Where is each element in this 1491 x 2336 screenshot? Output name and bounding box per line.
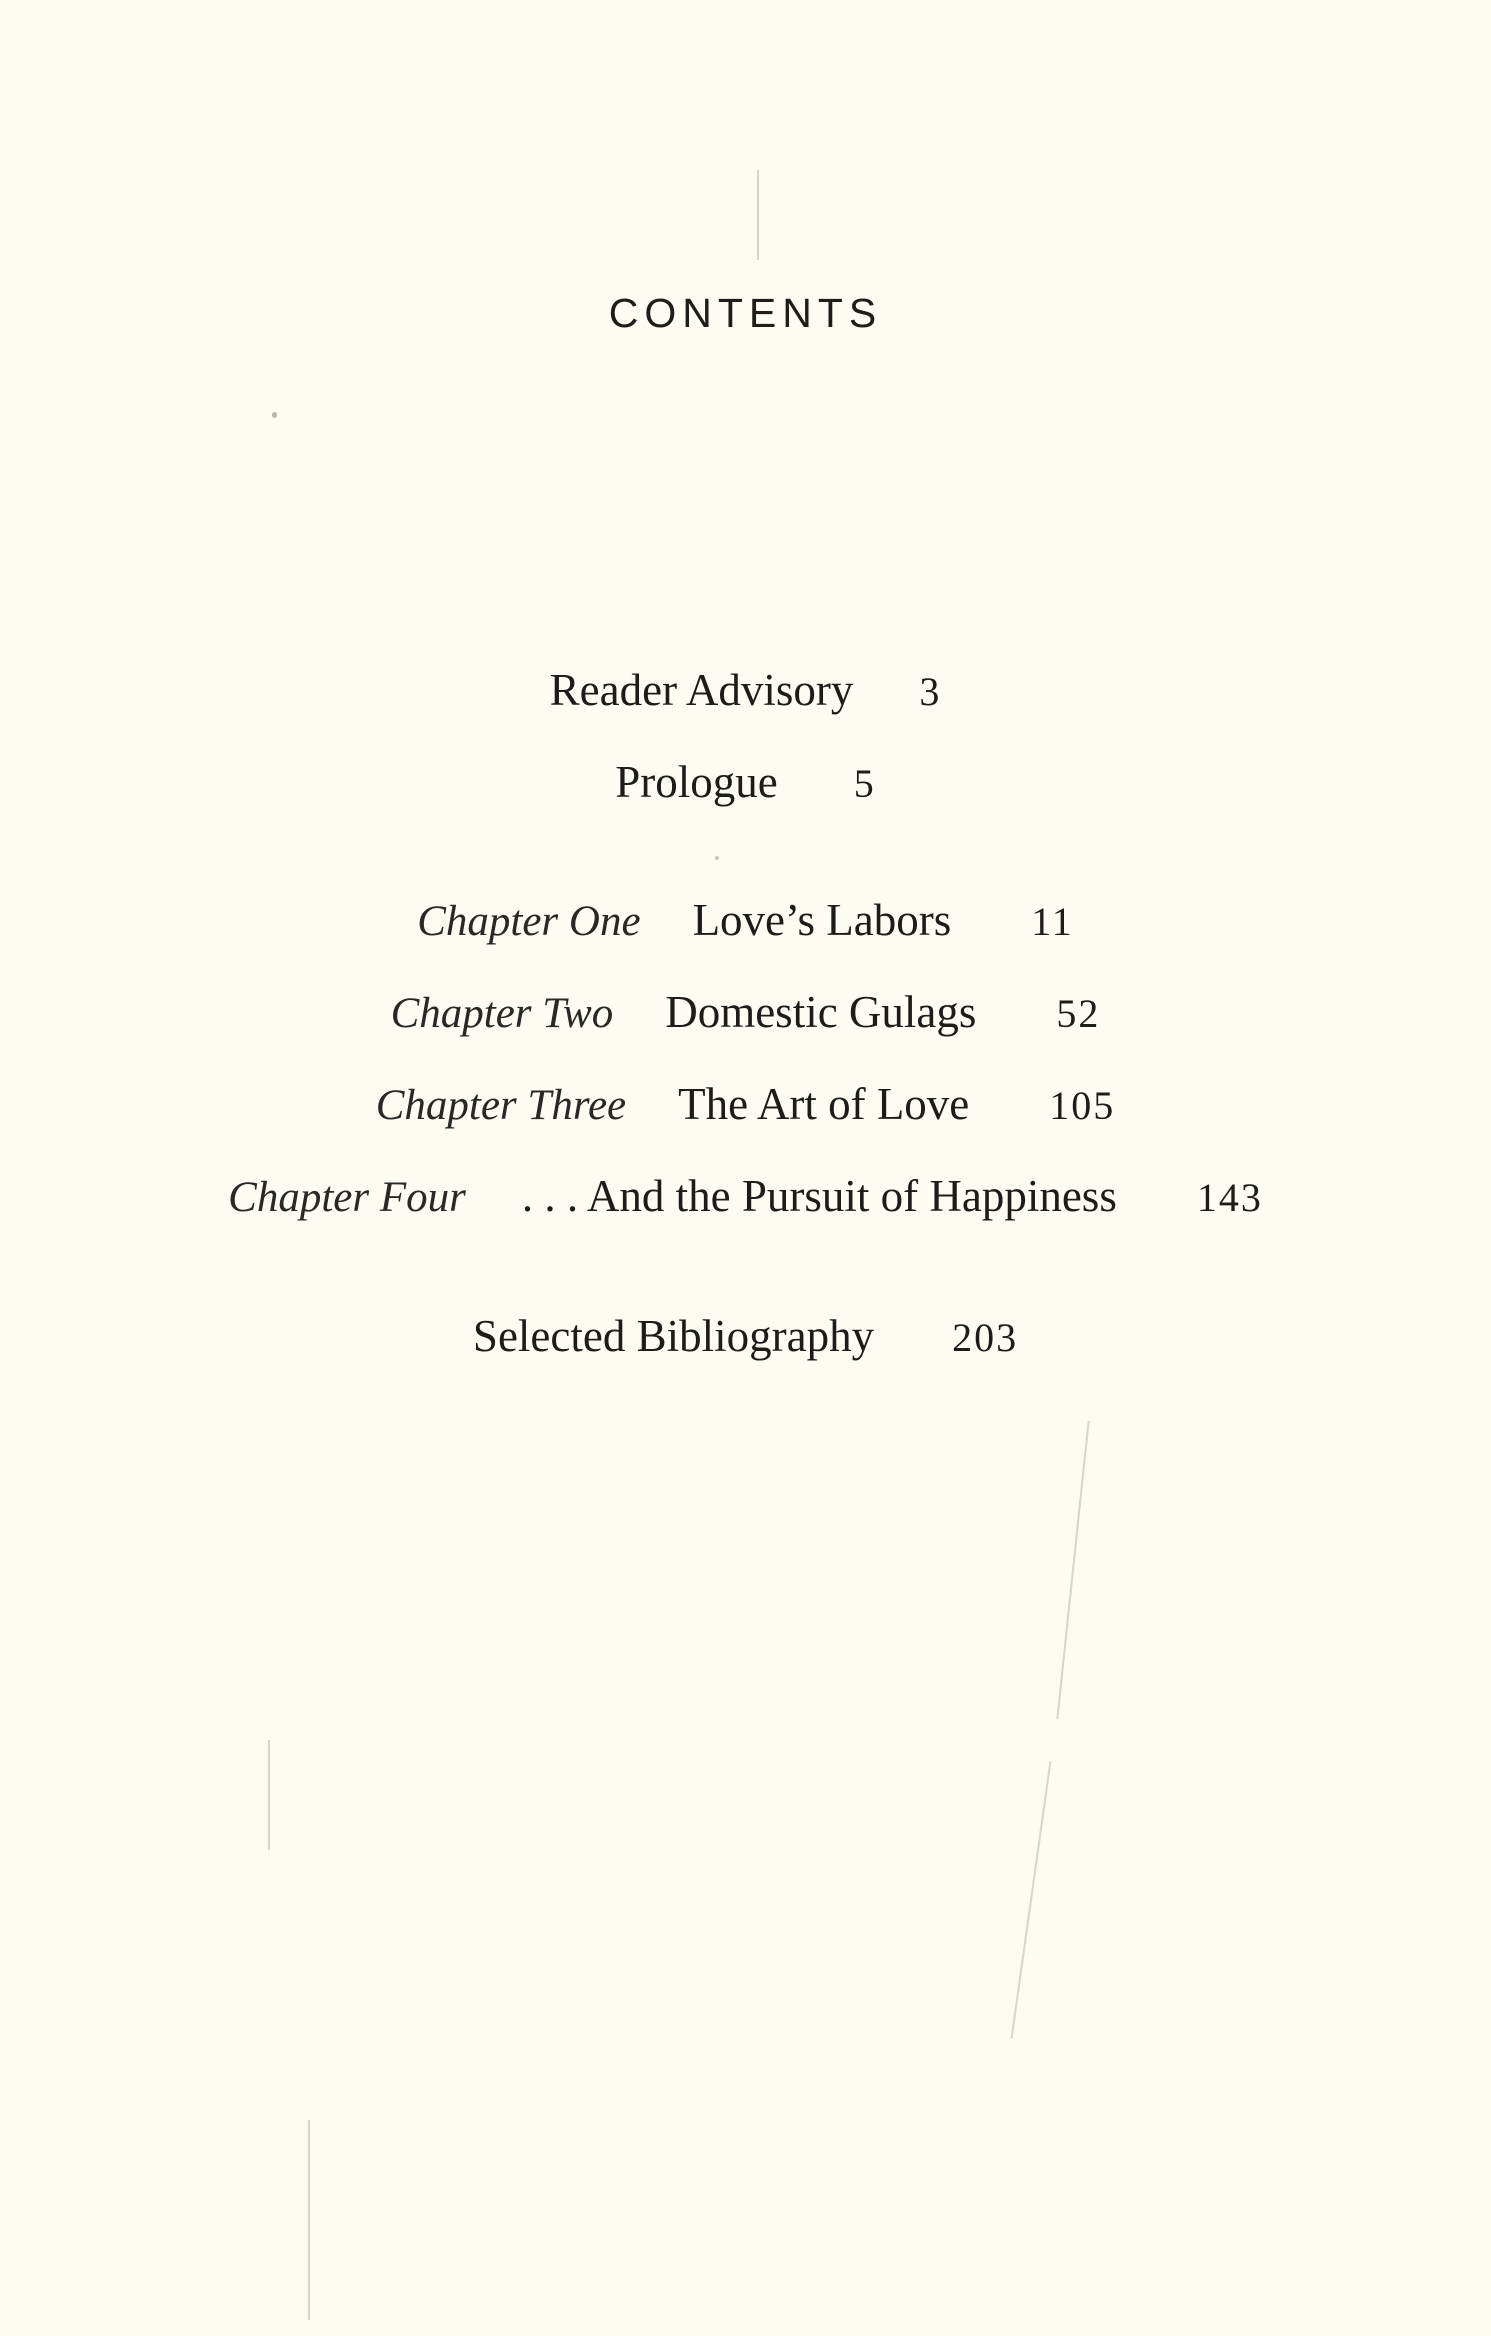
toc-entry-chapter-one [0, 895, 1491, 945]
chapter-title: Domestic Gulags [665, 987, 977, 1037]
entry-page-number: 5 [853, 761, 876, 806]
page-title: CONTENTS [608, 290, 883, 336]
entry-title: Prologue [615, 757, 778, 807]
chapter-page-number: 52 [1056, 991, 1101, 1036]
chapter-title: The Art of Love [678, 1079, 970, 1129]
chapter-page-number: 11 [1031, 899, 1074, 944]
entry-page-number: 203 [952, 1315, 1019, 1360]
chapter-title: Love’s Labors [692, 895, 952, 945]
chapter-label: Chapter One [417, 898, 641, 945]
chapter-label: Chapter Four [228, 1174, 466, 1221]
toc-entry-chapter-four [0, 1171, 1491, 1221]
paper-mark [757, 170, 759, 260]
toc-entry-selected-bibliography [0, 1311, 1491, 1361]
paper-mark [715, 856, 719, 860]
chapter-title: . . . And the Pursuit of Happiness [521, 1171, 1117, 1221]
paper-mark [1056, 1421, 1089, 1720]
toc-entry-reader-advisory [0, 665, 1491, 715]
entry-page-number: 3 [919, 669, 942, 714]
chapter-page-number: 143 [1196, 1175, 1263, 1220]
chapter-label: Chapter Two [390, 990, 614, 1037]
toc-entry-chapter-two [0, 987, 1491, 1037]
paper-mark [308, 2120, 310, 2320]
toc-entry-prologue [0, 757, 1491, 807]
chapter-label: Chapter Three [375, 1082, 627, 1129]
entry-title: Selected Bibliography [472, 1311, 875, 1361]
entry-title: Reader Advisory [549, 665, 854, 715]
paper-mark [1011, 1761, 1052, 2039]
paper-mark [272, 412, 277, 418]
chapter-page-number: 105 [1049, 1083, 1116, 1128]
toc-entry-chapter-three [0, 1079, 1491, 1129]
paper-mark [268, 1740, 270, 1850]
